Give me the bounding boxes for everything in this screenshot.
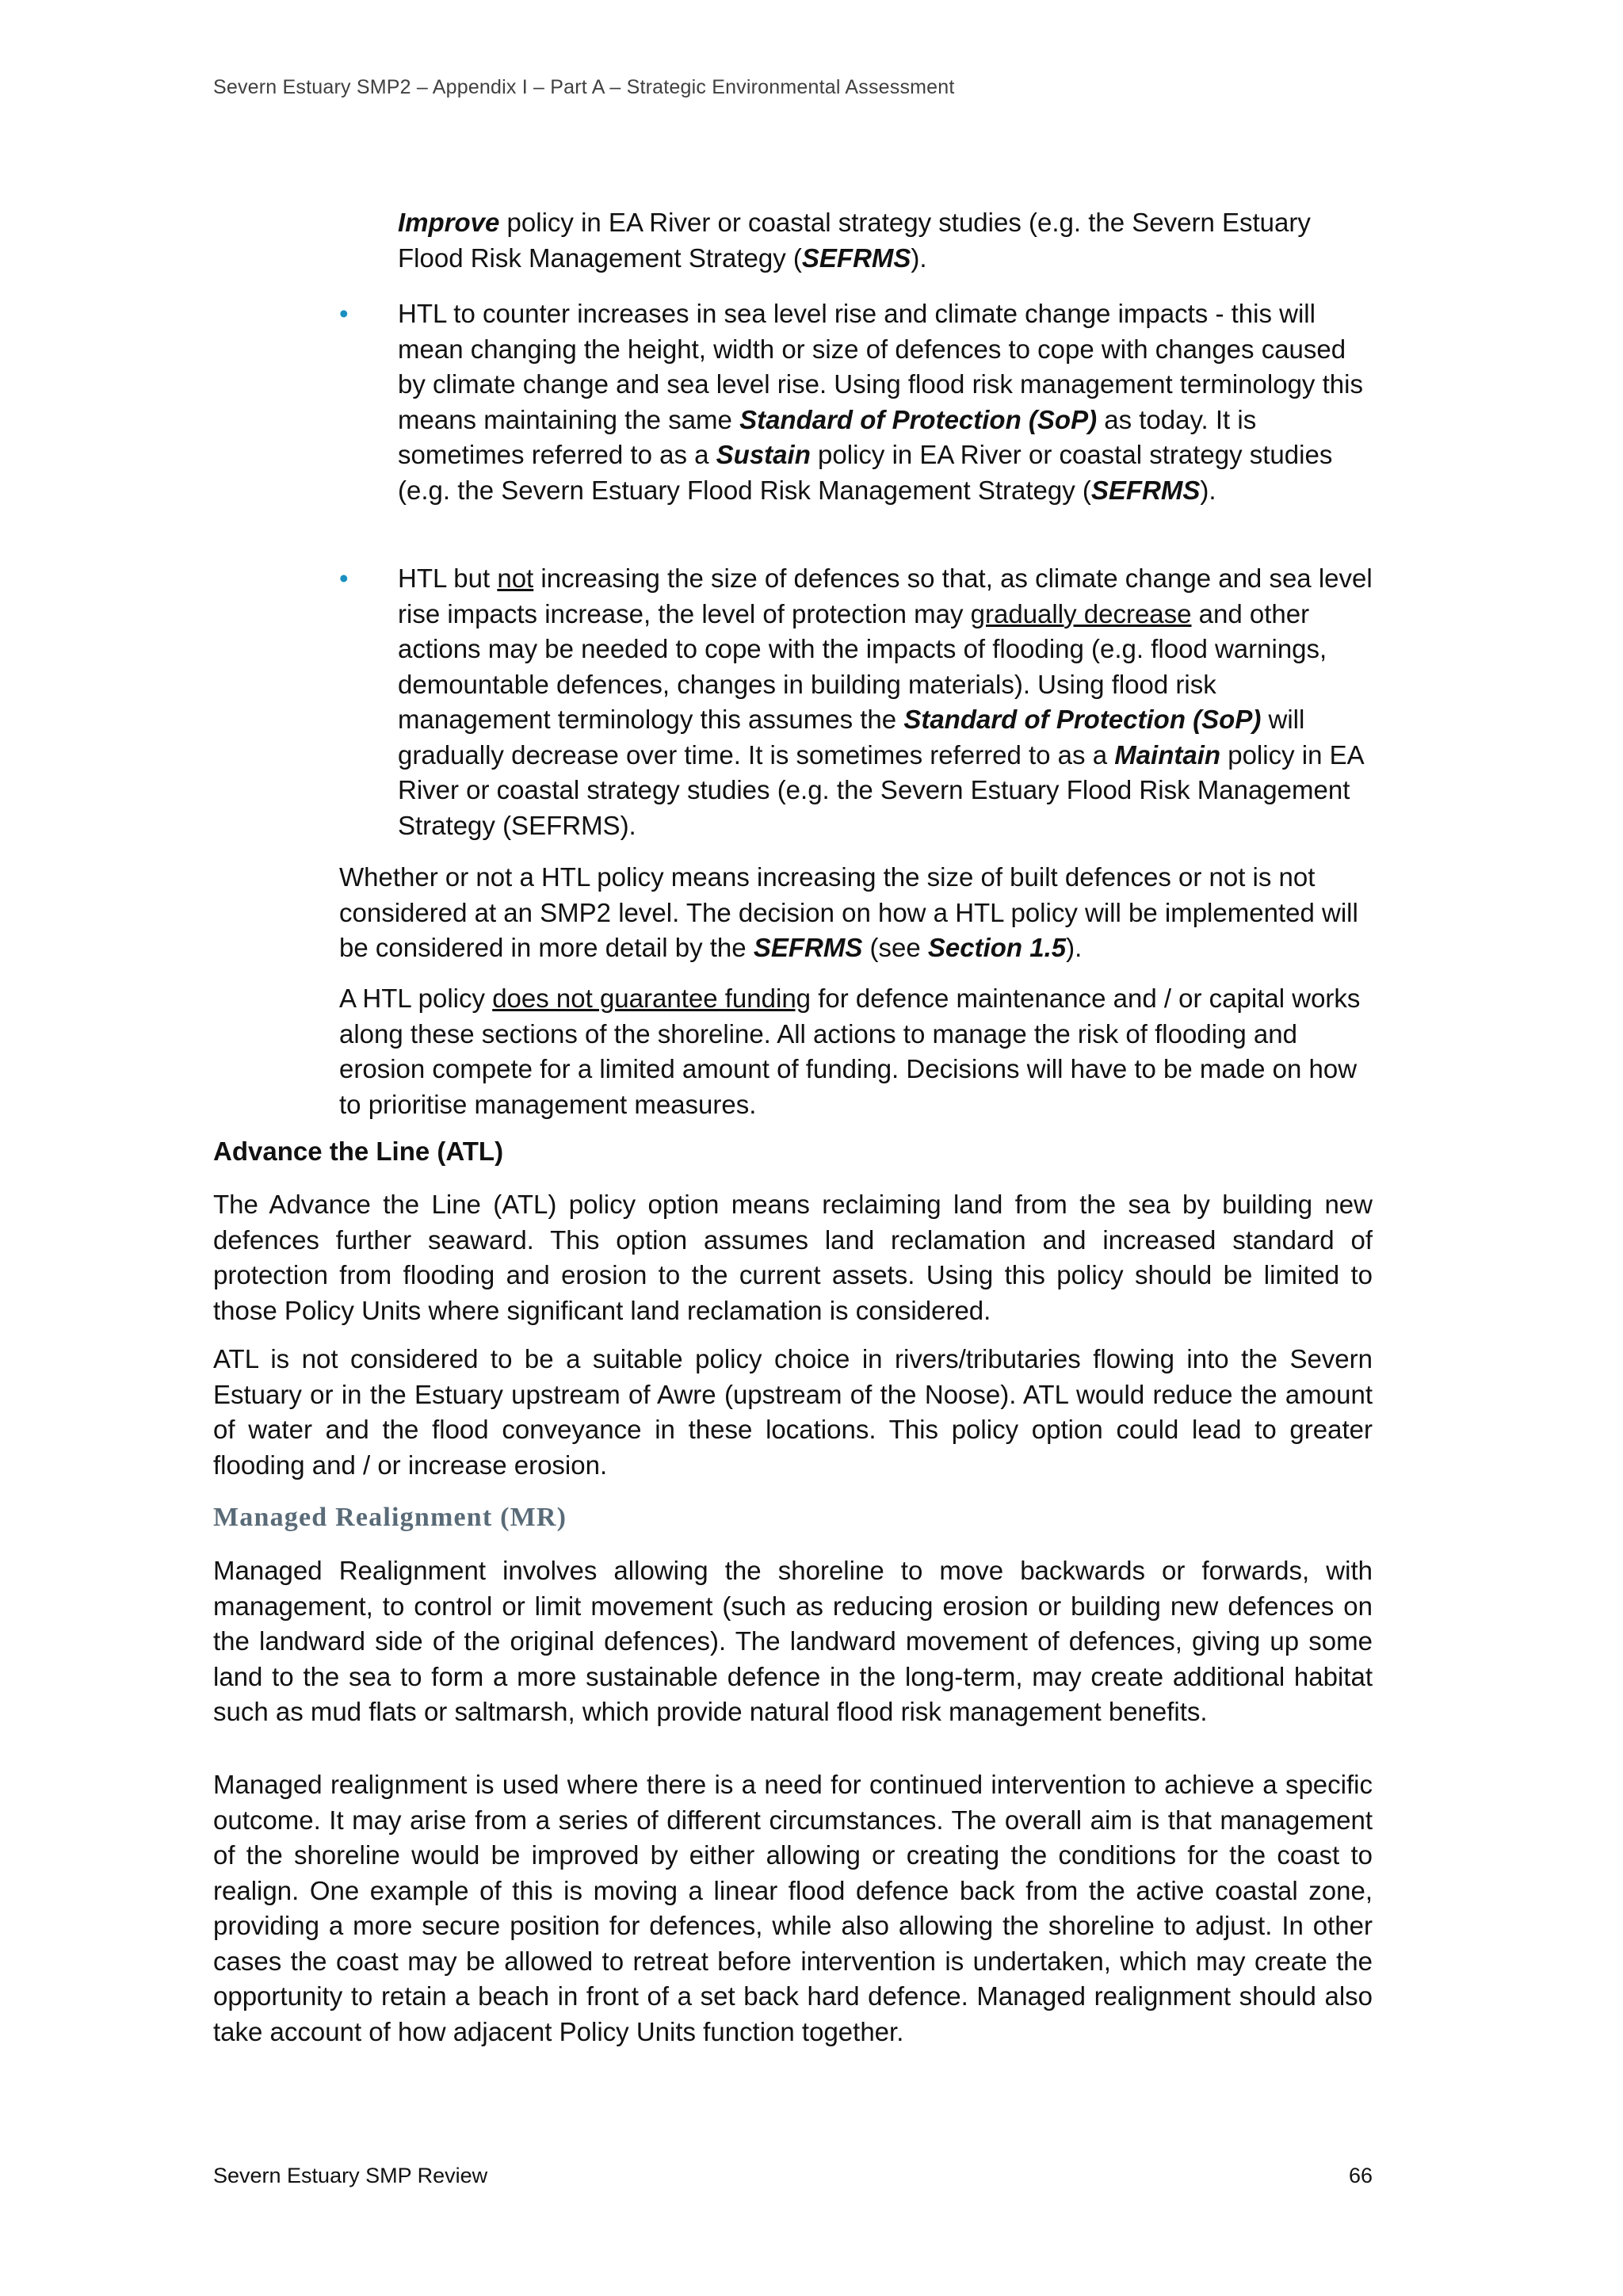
bullet-icon: • [339,563,349,593]
bullet-text: HTL but not increasing the size of defences so that, as climate change and sea level rise impacts increase, the level of protection may gradually decrease and other actions may be needed to cope with the impacts of flooding (e.g. flood warnings, demountable defences, changes in building materials). Using flood risk management terminology this assumes the Standard of Protection (SoP) will gradually decrease over time. It is sometimes referred to as a Maintain policy in EA River or coastal strategy studies (e.g. the Severn Estuary Flood Risk Management Strategy (SEFRMS). [398,563,1373,840]
bullet-text: HTL to counter increases in sea level rise and climate change impacts - this will mean changing the height, width or size of defences to cope with changes caused by climate change and sea level rise. Using flood risk management terminology this means maintaining the same Standard of Protection (SoP) as today. It is sometimes referred to as a Sustain policy in EA River or coastal strategy studies (e.g. the Severn Estuary Flood Risk Management Strategy (SEFRMS). [398,299,1363,505]
footer-title: Severn Estuary SMP Review [213,2164,488,2187]
mr-heading: Managed Realignment (MR) [213,1503,567,1532]
htl-implementation-paragraph: Whether or not a HTL policy means increasing the size of built defences or not is not considered at an SMP2 level. The decision on how a HTL policy will be implemented will be considered in more detail by the SEFRMS (see Section 1.5). [339,862,1358,962]
atl-paragraph-2: ATL is not considered to be a suitable policy choice in rivers/tributaries flowing into the Severn Estuary or in the Estuary upstream of Awre (upstream of the Noose). ATL would reduce the amount of water and the flood conveyance in these locations. This policy option could lead to greater flooding and / or increase erosion. [213,1344,1373,1480]
running-header: Severn Estuary SMP2 – Appendix I – Part A – Strategic Environmental Assessment [213,76,955,98]
sefrms-term: SEFRMS [801,243,911,273]
htl-funding-paragraph: A HTL policy does not guarantee funding for defence maintenance and / or capital works along these sections of the shoreline. All actions to manage the risk of flooding and erosion compete for a limited amount of funding. Decisions will have to be made on how to prioritise management measures. [339,984,1361,1119]
page-number: 66 [1348,2164,1373,2187]
continuation-paragraph: Improve policy in EA River or coastal strategy studies (e.g. the Severn Estuary Flood Risk Management Strategy (SEFRMS). [398,208,1311,273]
mr-paragraph-1: Managed Realignment involves allowing the shoreline to move backwards or forwards, with management, to control or limit movement (such as reducing erosion or building new defences on the landward side of the original defences). The landward movement of defences, giving up some land to the sea to form a more sustainable defence in the long-term, may create additional habitat such as mud flats or saltmarsh, which provide natural flood risk management benefits. [213,1556,1373,1726]
mr-paragraph-2: Managed realignment is used where there is a need for continued intervention to achieve a specific outcome. It may arise from a series of different circumstances. The overall aim is that management of the shoreline would be improved by either allowing or creating the conditions for the coast to realign. One example of this is moving a linear flood defence back from the active coastal zone, providing a more secure position for defences, while also allowing the shoreline to adjust. In other cases the coast may be allowed to retreat before intervention is undertaken, which may create the opportunity to retain a beach in front of a set back hard defence. Managed realignment should also take account of how adjacent Policy Units function together. [213,1770,1373,2046]
atl-paragraph-1: The Advance the Line (ATL) policy option means reclaiming land from the sea by building new defences further seaward. This option assumes land reclamation and increased standard of protection from flooding and erosion to the current assets. Using this policy should be limited to those Policy Units where significant land reclamation is considered. [213,1190,1373,1325]
improve-term: Improve [398,208,500,237]
bullet-icon: • [339,299,349,328]
atl-heading: Advance the Line (ATL) [213,1137,504,1166]
